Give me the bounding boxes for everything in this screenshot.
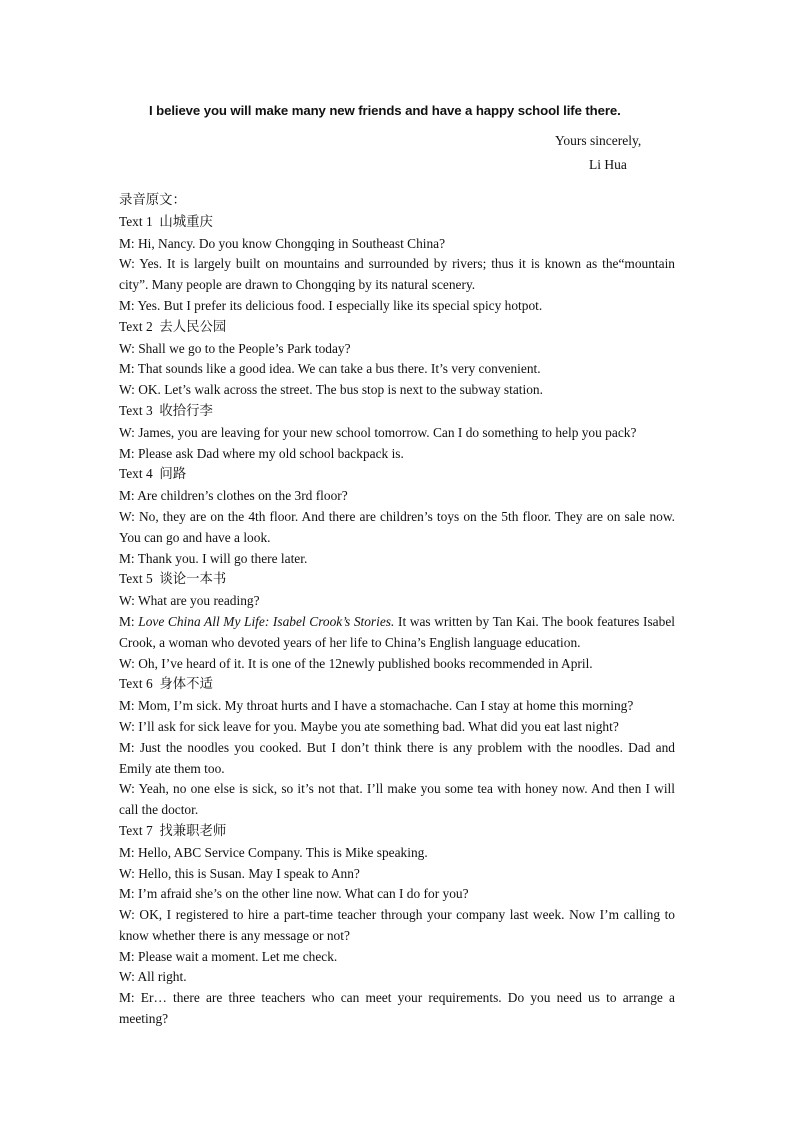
text-number: Text 2 [119, 318, 153, 334]
text-number: Text 1 [119, 213, 153, 229]
text-topic: 问路 [159, 467, 187, 483]
transcript-section [119, 191, 675, 1030]
dialogue-line: M: Hello, ABC Service Company. This is Mike speaking. [119, 844, 428, 860]
text-heading [119, 212, 675, 234]
dialogue-line: W: OK. Let’s walk across the street. The bus stop is next to the subway station. [119, 382, 543, 398]
text-number: Text 7 [119, 822, 153, 838]
letter-signature [555, 129, 705, 177]
dialogue-line: W: What are you reading? [119, 593, 260, 609]
text-number: Text 5 [119, 571, 153, 587]
dialogue-line: W: James, you are leaving for your new school tomorrow. Can I do something to help you pack? [119, 424, 637, 440]
signature-name: Li Hua [589, 157, 627, 172]
dialogue-line: M: That sounds like a good idea. We can take a bus there. It’s very convenient. [119, 361, 541, 377]
dialogue-line: M: Please ask Dad where my old school backpack is. [119, 445, 404, 461]
dialogue-line: M: Are children’s clothes on the 3rd floor? [119, 488, 348, 504]
book-description: It was written by Tan Kai. The book features Isabel Crook, a woman who devoted years of her life to China’s English language education. [119, 613, 675, 650]
dialogue-line: M: Thank you. I will go there later. [119, 550, 308, 566]
text-topic: 身体不适 [159, 677, 213, 693]
closing-salutation: Yours sincerely, [555, 133, 642, 148]
book-title: Love China All My Life: Isabel Crook’s Stories. [138, 613, 395, 629]
text-heading [119, 674, 675, 696]
dialogue-line: M: Mom, I’m sick. My throat hurts and I have a stomachache. Can I stay at home this morning? [119, 698, 634, 714]
dialogue-line: W: I’ll ask for sick leave for you. Maybe you ate something bad. What did you eat last night? [119, 718, 619, 734]
text-topic: 谈论一本书 [159, 572, 227, 588]
text-number: Text 6 [119, 676, 153, 692]
text-heading [119, 317, 675, 339]
text-topic: 去人民公园 [159, 319, 227, 335]
text-topic: 找兼职老师 [159, 823, 227, 839]
text-heading [119, 464, 675, 486]
text-number: Text 3 [119, 402, 153, 418]
dialogue-line: W: Yes. It is largely built on mountains and surrounded by rivers; thus it is known as the“mountain city”. Many people are drawn to Chongqing by its natural scenery. [119, 256, 675, 293]
dialogue-line: W: Shall we go to the People’s Park today? [119, 340, 351, 356]
dialogue-line: W: Yeah, no one else is sick, so it’s not that. I’ll make you some tea with honey now. And then I will call the doctor. [119, 781, 675, 818]
dialogue-line-book [119, 612, 675, 654]
transcript-title: 录音原文： [119, 193, 186, 208]
speaker-prefix: M: [119, 613, 139, 629]
dialogue-line: M: I’m afraid she’s on the other line now. What can I do for you? [119, 886, 469, 902]
dialogue-line: M: Hi, Nancy. Do you know Chongqing in Southeast China? [119, 235, 446, 251]
dialogue-line: M: Just the noodles you cooked. But I don’t think there is any problem with the noodles. Dad and Emily ate them too. [119, 739, 675, 776]
dialogue-line: W: Oh, I’ve heard of it. It is one of the 12newly published books recommended in April. [119, 655, 593, 671]
text-number: Text 4 [119, 466, 153, 482]
text-heading [119, 821, 675, 843]
text-heading [119, 401, 675, 423]
dialogue-line: W: Hello, this is Susan. May I speak to Ann? [119, 865, 360, 881]
text-heading [119, 569, 675, 591]
dialogue-line: M: Please wait a moment. Let me check. [119, 948, 338, 964]
dialogue-line: W: OK, I registered to hire a part-time teacher through your company last week. Now I’m calling to know whether there is any message or not? [119, 907, 675, 943]
dialogue-line: W: All right. [119, 969, 187, 985]
letter-closing-line: I believe you will make many new friends and have a happy school life there. [149, 103, 621, 118]
dialogue-line: W: No, they are on the 4th floor. And there are children’s toys on the 5th floor. They are on sale now. You can go and have a look. [119, 508, 675, 545]
text-topic: 收拾行李 [159, 403, 213, 419]
dialogue-line: M: Yes. But I prefer its delicious food. I especially like its special spicy hotpot. [119, 297, 543, 313]
dialogue-line: M: Er… there are three teachers who can meet your requirements. Do you need us to arrange a meeting? [119, 990, 675, 1027]
text-topic: 山城重庆 [159, 214, 213, 230]
